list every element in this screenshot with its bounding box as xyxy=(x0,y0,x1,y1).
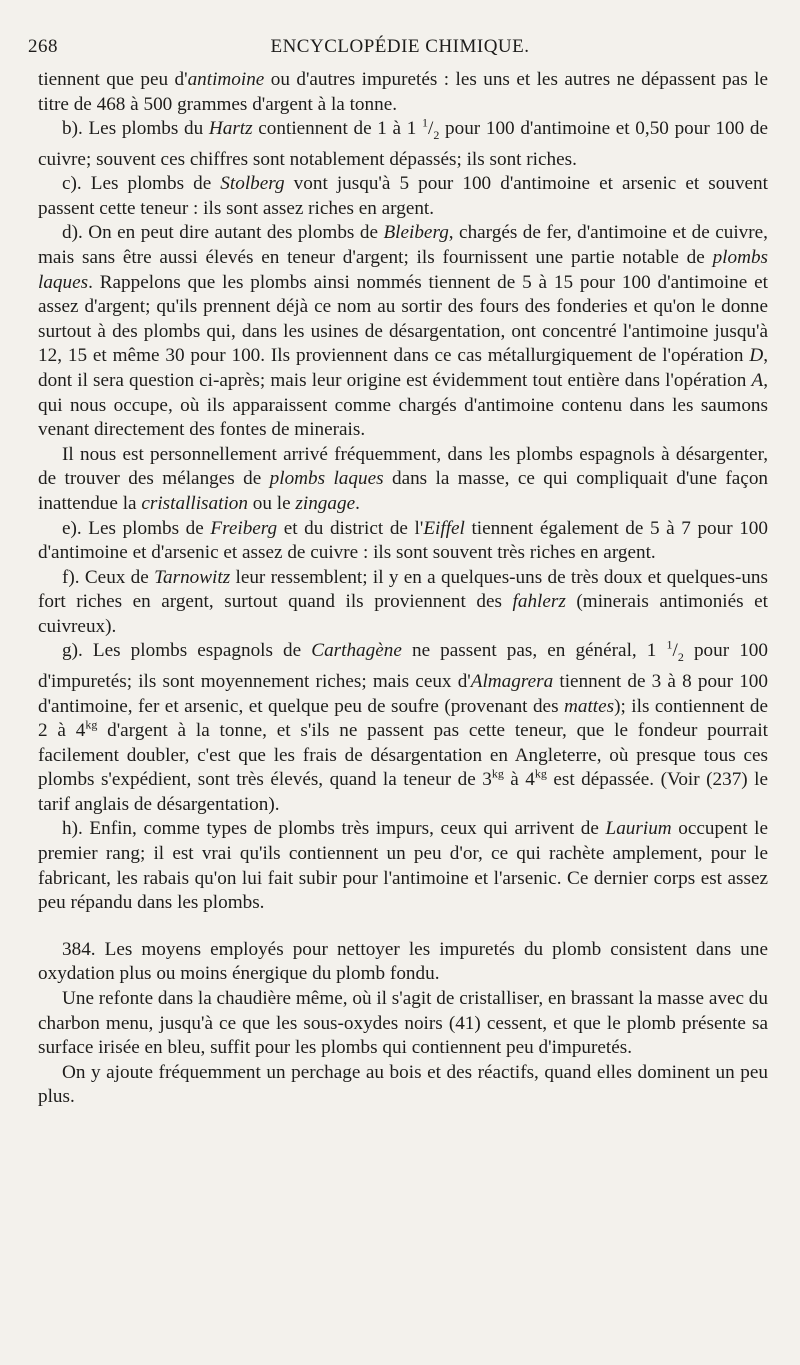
section-384: 384. Les moyens employés pour nettoyer les impuretés du plomb consistent dans une oxydation plus ou moins énergique du plomb fondu. xyxy=(38,938,768,985)
page-body xyxy=(38,68,768,1110)
paragraph-c: c). Les plombs de Stolberg vont jusqu'à 5 pour 100 d'antimoine et arsenic et souvent passent cette teneur : ils sont assez riches en argent. xyxy=(38,173,768,219)
paragraph-f: f). Ceux de Tarnowitz leur ressemblent; il y en a quelques-uns de très doux et quelques-uns fort riches en argent, surtout quand ils proviennent des fahlerz (minerais antimoniés et cuivreux). xyxy=(38,566,769,637)
fraction-half: $^1/_2$ xyxy=(422,115,440,143)
paragraph-g: g). Les plombs espagnols de Carthagène ne passent pas, en général, 1 $^1/_2$ pour 100 d'impuretés; ils sont moyennement riches; mais ceux d'Almagrera tiennent de 3 à 8 pour 100 d'antimoine, fer et arsenic, et quelque peu de soufre (provenant des mattes); ils contiennent de 2 à $4^{kg}$ d'argent à la tonne, et s'ils ne passent pas cette teneur, que le fondeur pourrait facilement doubler, c'est que les frais de désargentation en Angleterre, où presque tous ces plombs s'expédient, sont très élevés, quand la teneur de $3^{kg}$ à $4^{kg}$ est dépassée. (Voir (237) le tarif anglais de désargentation). xyxy=(38,638,768,815)
paragraph-continuation: tiennent que peu d'antimoine ou d'autres impuretés : les uns et les autres ne dépassent pas le titre de 468 à 500 grammes d'argent à la tonne. xyxy=(38,69,769,115)
paragraph-refonte: Une refonte dans la chaudière même, où il s'agit de cristalliser, en brassant la masse avec du charbon menu, jusqu'à ce que les sous-oxydes noirs (41) cessent, et que le plomb présente sa surface irisée en bleu, suffit pour les plombs qui contiennent peu d'impuretés. xyxy=(38,988,768,1059)
page-header xyxy=(28,36,772,62)
page-number: 268 xyxy=(28,36,58,57)
paragraph-h: h). Enfin, comme types de plombs très impurs, ceux qui arrivent de Laurium occupent le premier rang; il est vrai qu'ils contiennent un peu d'or, ce qui rachète amplement, pour le fabricant, les rabais qu'on lui fait subir pour l'antimoine et l'arsenic. Ce dernier corps est assez peu répandu dans les plombs. xyxy=(38,818,768,914)
paragraph-personal-note: Il nous est personnellement arrivé fréquemment, dans les plombs espagnols à désargenter, de trouver des mélanges de plombs laques dans la masse, ce qui compliquait d'une façon inattendue la cristallisation ou le zingage. xyxy=(38,443,769,514)
fraction-half: $^1/_2$ xyxy=(666,638,684,665)
paragraph-e: e). Les plombs de Freiberg et du district de l'Eiffel tiennent également de 5 à 7 pour 100 d'antimoine et d'arsenic et assez de cuivre : ils sont souvent très riches en argent. xyxy=(38,517,768,564)
paragraph-ajoute: On y ajoute fréquemment un perchage au bois et des réactifs, quand elles dominent un peu plus. xyxy=(38,1061,768,1108)
paragraph-d: d). On en peut dire autant des plombs de Bleiberg, chargés de fer, d'antimoine et de cuivre, mais sans être aussi élevés en teneur d'argent; ils fournissent une partie notable de plombs laques. Rappelons que les plombs ainsi nommés tiennent de 5 à 15 pour 100 d'antimoine et assez d'argent; qu'ils prennent déjà ce nom au sortir des fours des fonderies et qu'on le donne surtout à des plombs qui, dans les usines de désargentation, ont concentré l'antimoine jusqu'à 12, 15 et même 30 pour 100. Ils proviennent dans ce cas métallurgiquement de l'opération D, dont il sera question ci-après; mais leur origine est évidemment tout entière dans l'opération A, qui nous occupe, où ils apparaissent comme chargés d'antimoine contenu dans les saumons venant directement des fontes de minerais. xyxy=(38,222,768,441)
paragraph-b: b). Les plombs du Hartz contiennent de 1 à 1 $^1/_2$ pour 100 d'antimoine et 0,50 pour 100 de cuivre; souvent ces chiffres sont notablement dépassés; ils sont riches. xyxy=(38,115,768,170)
running-head: ENCYCLOPÉDIE CHIMIQUE. xyxy=(270,36,530,57)
